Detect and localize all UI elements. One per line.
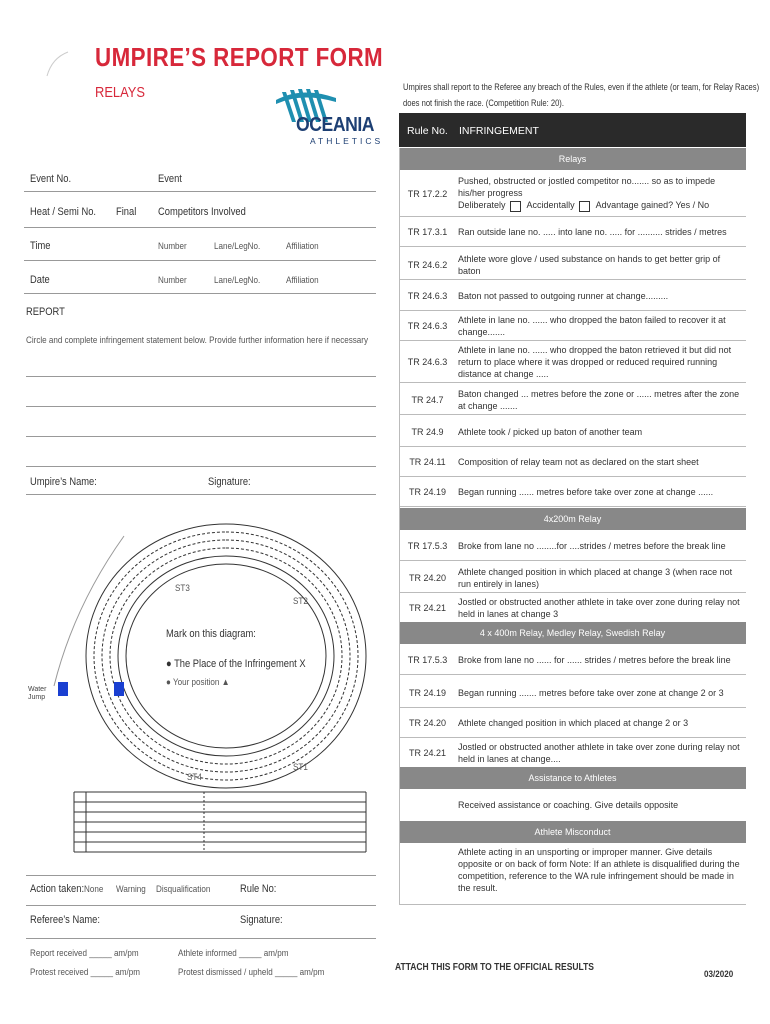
- attach-note: ATTACH THIS FORM TO THE OFFICIAL RESULTS: [395, 962, 594, 973]
- report-line[interactable]: [26, 376, 376, 377]
- rule-desc: Athlete changed position in which placed at change 2 or 3: [458, 717, 689, 728]
- oceania-athletics-logo: [272, 88, 384, 150]
- rule-desc: Broke from lane no ........for ....strides / metres before the break line: [458, 540, 726, 551]
- divider: [26, 875, 376, 876]
- track-diagram[interactable]: [44, 516, 374, 872]
- your-position-text: Your position ▲: [172, 677, 230, 688]
- rule-code: TR 17.5.3: [407, 540, 448, 551]
- rule-desc: Broke from lane no ...... for ...... strides / metres before the break line: [458, 654, 731, 665]
- heat-label: Heat / Semi No.: [30, 206, 96, 218]
- col-infringement-header: INFRINGEMENT: [459, 125, 539, 137]
- section-misconduct: Athlete Misconduct: [399, 821, 746, 843]
- rule-desc: Athlete in lane no. ...... who dropped the baton failed to recover it at change.......: [458, 314, 726, 337]
- divider: [26, 938, 376, 939]
- table-row[interactable]: [399, 678, 746, 708]
- protest-received: Protest received _____ am/pm: [30, 967, 140, 978]
- umpire-signature-label: Signature:: [208, 476, 251, 488]
- form-title: UMPIRE’S REPORT FORM: [95, 42, 384, 72]
- lane-label-2: Lane/LegNo.: [214, 275, 261, 286]
- section-assistance: Assistance to Athletes: [399, 767, 746, 789]
- report-line[interactable]: [26, 406, 376, 407]
- section-4x400: 4 x 400m Relay, Medley Relay, Swedish Relay: [399, 622, 746, 644]
- rule-code: TR 24.19: [408, 687, 447, 698]
- table-row[interactable]: [399, 217, 746, 247]
- table-row[interactable]: [399, 563, 746, 593]
- table-row[interactable]: [399, 738, 746, 767]
- affiliation-label-2: Affiliation: [286, 275, 319, 286]
- table-row[interactable]: [399, 593, 746, 622]
- final-label: Final: [116, 206, 137, 218]
- rule-code: TR 24.6.3: [407, 290, 448, 301]
- form-date-code: 03/2020: [704, 969, 734, 980]
- logo-word: OCEANIA: [296, 114, 375, 136]
- table-row[interactable]: [399, 385, 746, 415]
- option-advantage: Advantage gained? Yes / No: [595, 200, 710, 211]
- rule-desc-line: Pushed, obstructed or jostled competitor no....... so as to impede his/her progress: [458, 176, 716, 199]
- table-row[interactable]: [399, 708, 746, 738]
- table-row[interactable]: [399, 447, 746, 477]
- rule-desc: Jostled or obstructed another athlete in take over zone during relay not held in lanes at change....: [458, 741, 740, 764]
- rule-desc: Athlete in lane no. ...... who dropped the baton retrieved it but did not return to place where it was dropped or reduced required running distance at change .....: [458, 344, 732, 379]
- intro-line-2: does not finish the race. (Competition Rule: 20).: [403, 98, 564, 109]
- track-lane: [110, 548, 342, 764]
- track-lane: [94, 532, 358, 780]
- rule-desc: Composition of relay team not as declared on the start sheet: [458, 456, 699, 467]
- section-relays: Relays: [399, 148, 746, 170]
- table-row[interactable]: [399, 171, 746, 217]
- action-warning-option[interactable]: Warning: [116, 884, 146, 895]
- rule-code: TR 24.9: [411, 426, 444, 437]
- divider: [24, 260, 376, 261]
- report-instructions: Circle and complete infringement statement below. Provide further information here if necessary: [26, 335, 369, 346]
- event-label: Event: [158, 173, 182, 185]
- rule-desc: Athlete acting in an unsporting or improper manner. Give details opposite or on back of form Note: If an athlete is disqualified during the competition, reference to the WA rule infringement should be made in the result.: [458, 847, 740, 893]
- table-row[interactable]: [399, 477, 746, 507]
- table-row[interactable]: [399, 281, 746, 311]
- section-4x200: 4x200m Relay: [399, 508, 746, 530]
- rule-code: TR 17.2.2: [407, 188, 448, 199]
- option-accidentally: Accidentally: [526, 200, 575, 211]
- rule-desc: Ran outside lane no. ..... into lane no. ..... for .......... strides / metres: [458, 226, 727, 237]
- rule-desc: Began running ....... metres before take over zone at change 2 or 3: [458, 687, 724, 698]
- table-row[interactable]: [399, 341, 746, 383]
- lane-label: Lane/LegNo.: [214, 241, 261, 252]
- infringement-place-text: The Place of the Infringement X: [174, 658, 306, 670]
- rule-desc: Received assistance or coaching. Give details opposite: [458, 799, 679, 810]
- divider: [26, 905, 376, 906]
- watermark-mark: [42, 48, 72, 78]
- rule-code: TR 24.20: [408, 572, 447, 583]
- number-label-2: Number: [158, 275, 187, 286]
- deliberately-checkbox[interactable]: [510, 201, 521, 212]
- table-row[interactable]: [399, 645, 746, 675]
- table-row[interactable]: [399, 790, 746, 819]
- athlete-informed: Athlete informed _____ am/pm: [178, 948, 289, 959]
- rule-desc: Athlete changed position in which placed at change 3 (when race not run entirely in lanes): [458, 566, 733, 589]
- option-deliberately: Deliberately: [458, 200, 506, 211]
- water-jump-marker: [58, 682, 68, 696]
- rule-code: TR 24.21: [408, 602, 447, 613]
- rule-desc: Began running ...... metres before take over zone at change ......: [458, 486, 714, 497]
- number-label: Number: [158, 241, 187, 252]
- rule-code: TR 24.11: [409, 456, 446, 467]
- action-none-option[interactable]: None: [84, 884, 104, 895]
- event-no-label: Event No.: [30, 173, 72, 185]
- track-infield: [126, 564, 326, 748]
- divider: [24, 191, 376, 192]
- rule-code: TR 24.6.2: [407, 259, 448, 270]
- rule-desc-options: [458, 199, 709, 211]
- event-details-block: [24, 165, 376, 295]
- water-jump-label: Water Jump: [28, 686, 47, 701]
- logo-sub: ATHLETICS: [310, 136, 384, 146]
- mark-diagram-label: Mark on this diagram:: [166, 628, 256, 640]
- rule-code: TR 17.5.3: [407, 654, 448, 665]
- divider: [24, 293, 376, 294]
- date-label: Date: [30, 274, 50, 286]
- table-bottom-border: [399, 904, 746, 905]
- table-row[interactable]: [399, 417, 746, 447]
- rule-code: TR 24.6.3: [407, 320, 448, 331]
- rule-code: TR 24.21: [408, 747, 447, 758]
- time-label: Time: [30, 240, 51, 252]
- table-row[interactable]: [399, 846, 746, 900]
- intro-text: [403, 80, 760, 112]
- rule-code: TR 24.6.3: [407, 356, 448, 367]
- water-jump-marker: [114, 682, 124, 696]
- accidentally-checkbox[interactable]: [579, 201, 590, 212]
- divider: [24, 227, 376, 228]
- infringement-place-label: ● The Place of the Infringement X: [166, 658, 306, 670]
- report-heading: REPORT: [26, 306, 65, 318]
- action-taken-label: Action taken:: [30, 883, 85, 895]
- protest-dismissed: Protest dismissed / upheld _____ am/pm: [178, 967, 325, 978]
- rule-desc: Baton changed ... metres before the zone or ...... metres after the zone at change .......: [458, 388, 740, 411]
- referee-signature-label: Signature:: [240, 914, 283, 926]
- rule-desc: [458, 171, 742, 216]
- track-lane-inner: [118, 556, 334, 756]
- your-position-label: ● Your position ▲: [166, 677, 230, 688]
- rule-code: TR 24.19: [408, 486, 447, 497]
- rule-desc: Athlete took / picked up baton of another team: [458, 426, 643, 437]
- col-rule-header: Rule No.: [407, 125, 448, 137]
- report-line[interactable]: [26, 466, 376, 467]
- affiliation-label: Affiliation: [286, 241, 319, 252]
- rule-code: TR 24.7: [411, 394, 444, 405]
- rule-desc: Baton not passed to outgoing runner at change.........: [458, 290, 669, 301]
- table-left-border: [399, 148, 400, 904]
- st1-label: ST1: [293, 762, 308, 773]
- rule-desc: Jostled or obstructed another athlete in take over zone during relay not held in lanes at change 3: [458, 596, 740, 619]
- table-row[interactable]: [399, 250, 746, 280]
- table-row[interactable]: [399, 531, 746, 561]
- report-received: Report received _____ am/pm: [30, 948, 139, 959]
- divider: [26, 494, 376, 495]
- track-lane: [102, 540, 350, 772]
- referee-name-label: Referee’s Name:: [30, 914, 100, 926]
- st2-label: ST2: [293, 596, 308, 607]
- rule-code: TR 24.20: [408, 717, 447, 728]
- table-header: [399, 113, 746, 147]
- st3-label: ST3: [175, 583, 190, 594]
- rule-code: TR 17.3.1: [407, 226, 448, 237]
- umpire-name-label: Umpire’s Name:: [30, 476, 97, 488]
- table-row[interactable]: [399, 311, 746, 341]
- rule-no-label: Rule No:: [240, 883, 277, 895]
- form-subtitle: RELAYS: [95, 84, 145, 101]
- action-disqualification-option[interactable]: Disqualification: [156, 884, 211, 895]
- st4-label: ST4: [187, 772, 202, 783]
- report-line[interactable]: [26, 436, 376, 437]
- rule-desc: Athlete wore glove / used substance on hands to get better grip of baton: [458, 253, 721, 276]
- intro-line-1: Umpires shall report to the Referee any breach of the Rules, even if the athlete (or team, for Relay Races): [403, 82, 760, 93]
- competitors-label: Competitors Involved: [158, 206, 246, 218]
